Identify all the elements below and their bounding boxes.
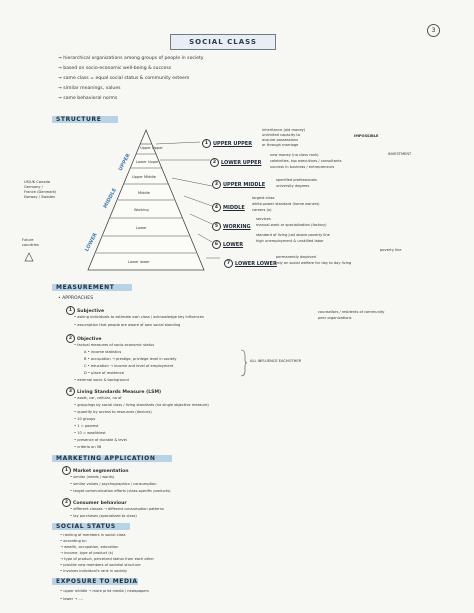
structure-heading: STRUCTURE [56, 116, 102, 123]
market-segmentation-line-2: • similar values / psychographics / consumption [70, 482, 157, 486]
future-note-2: countries [22, 243, 39, 247]
approaches-label: • APPROACHES [58, 296, 94, 301]
country-note-2: Germany / [24, 185, 43, 189]
lsm-line-3: • quantify by access to resources (devices) [74, 410, 152, 414]
lsm-line-6: • 10 = wealthiest [74, 431, 106, 435]
level-3-note-1: specified professionals [276, 178, 317, 182]
subjective-line-2: • assumption that people are aware of own social standing [74, 323, 181, 327]
objective-line-6: • external socio & background [74, 378, 129, 382]
tier-label-lower: Lower [136, 226, 147, 230]
subjective-line-1: • asking individuals to estimate own class / acknowledge key influences [74, 315, 204, 319]
intro-line-1: → hierarchical organizations among groups of people in society [58, 56, 204, 61]
level-1-side: IMPOSSIBLE [354, 134, 379, 138]
objective-line-1: • factual measures of socio-economic status [74, 343, 155, 347]
intro-line-3: → same class = equal social status & community esteem [58, 76, 190, 81]
lsm-line-8: • criteria on 58 [74, 445, 102, 449]
intro-line-4: → similar meanings, values [58, 86, 121, 91]
exposure-line-2: • lower → .... [60, 597, 83, 601]
exposure-heading: EXPOSURE TO MEDIA [56, 578, 138, 585]
tier-label-upper-upper: Upper Upper [140, 146, 163, 150]
tier-label-lower-lower: Lower lower [128, 260, 150, 264]
market-segmentation-line-3: • target communication efforts (class-specific products) [70, 489, 171, 493]
objective-bracket-note: ALL INFLUENCE EACHOTHER [250, 359, 302, 363]
level-2-note-3: success in business / entrepreneurs [270, 165, 335, 169]
consumer-behaviour-label: 2 Consumer behaviour [62, 498, 127, 507]
objective-line-4: C • education → income and level of employment [84, 364, 174, 368]
page-title: SOCIAL CLASS [170, 34, 276, 50]
level-3-label: 3 UPPER MIDDLE [212, 180, 265, 189]
level-4-label: 4 MIDDLE [212, 203, 245, 212]
objective-line-3: B • occupation → prestige, privilege level in society [84, 357, 177, 361]
objective-bracket [240, 349, 248, 377]
level-5-note-1: services [256, 217, 271, 221]
level-1-note-4: or through marriage [262, 143, 299, 147]
level-7-note-1: poverty line [380, 248, 402, 252]
marketing-heading: MARKETING APPLICATION [56, 455, 156, 462]
country-note-4: Norway / Sweden [24, 195, 56, 199]
level-4-note-2: white-power standard (home owners) [252, 202, 320, 206]
triangle-doodle-icon [24, 252, 34, 262]
tier-label-lower-upper: Lower Upper [136, 160, 159, 164]
side-label-upper: UPPER [117, 152, 132, 173]
future-note-1: Future [22, 238, 34, 242]
intro-line-2: → based on socio-economic well-being & success [58, 66, 172, 71]
level-2-side: INVESTMENT [388, 152, 412, 156]
social-status-line-7: • involves individual's rank in society [60, 569, 128, 573]
lsm-line-7: • presence of durable & level [74, 438, 127, 442]
measurement-heading: MEASUREMENT [56, 284, 115, 291]
lsm-line-4: • 10 groups [74, 417, 96, 421]
level-4-note-1: largest class [252, 196, 275, 200]
social-status-line-4: → income, type of product (s) [60, 551, 114, 555]
social-status-line-6: • provide new members of societal structure [60, 563, 141, 567]
subjective-side-1: counsellors / residents of community [318, 310, 385, 314]
social-status-heading: SOCIAL STATUS [56, 523, 116, 530]
social-status-line-1: • ranking of members in social class [60, 533, 126, 537]
lsm-line-1: • asset, car, cellular, no of [74, 396, 122, 400]
country-note-3: France (Denmark) [24, 190, 57, 194]
consumer-behaviour-line-1: • different classes → different consumption patterns [70, 507, 164, 511]
tier-label-middle: Middle [138, 191, 150, 195]
level-5-label: 5 WORKING [212, 222, 251, 231]
level-4-note-3: careers (a) [252, 208, 272, 212]
level-3-note-2: university degrees [276, 184, 310, 188]
page-number: 3 [427, 24, 440, 37]
tier-label-working: Working [134, 208, 149, 212]
side-label-middle: MIDDLE [102, 187, 119, 210]
exposure-line-1: • upper middle → more print media / newspapers [60, 589, 149, 593]
social-status-line-2: • according to: [60, 539, 87, 543]
level-1-note-2: unlimited capacity to [262, 133, 301, 137]
level-7-note-2: permanently deprived [276, 255, 316, 259]
intro-line-5: → same behavioral norms [58, 96, 118, 101]
market-segmentation-label: 1 Market segmentation [62, 466, 129, 475]
level-1-label: 1 UPPER UPPER [202, 139, 252, 148]
objective-label: 2 Objective [66, 334, 102, 343]
tier-label-upper-middle: Upper Middle [132, 175, 156, 179]
level-2-note-1: new money (no class rank) [270, 153, 319, 157]
level-6-label: 6 LOWER [212, 240, 243, 249]
level-7-label: 7 LOWER LOWER [224, 259, 277, 268]
level-2-note-2: celebrities, top executives / consultants [270, 159, 342, 163]
country-note-1: US/UK Canada [24, 180, 50, 184]
level-1-note-1: inheritance (old money) [262, 128, 306, 132]
lsm-line-5: • 1 = poorest [74, 424, 99, 428]
consumer-behaviour-line-2: • lay purchases (specialized to class) [70, 514, 137, 518]
subjective-side-2: peer organizations [318, 316, 352, 320]
market-segmentation-line-1: • similar (needs / wants) [70, 475, 115, 479]
level-2-label: 2 LOWER UPPER [210, 158, 261, 167]
level-7-note-3: rely on social welfare for day to day living [276, 261, 352, 265]
level-1-note-3: acquire possessions [262, 138, 299, 142]
level-6-note-2: high unemployment & unskilled labor [256, 239, 324, 243]
subjective-label: 1 Subjective [66, 306, 104, 315]
social-status-line-5: → type of product, perceived status from each other [60, 557, 154, 561]
lsm-label: 3 Living Standards Measure (LSM) [66, 387, 161, 396]
level-6-note-1: standard of living just above poverty line [256, 233, 330, 237]
side-label-lower: LOWER [84, 232, 99, 253]
objective-line-5: D • place of residence [84, 371, 125, 375]
social-status-line-3: → wealth, occupation, education [60, 545, 119, 549]
level-5-note-2: manual-work or specialization (factory) [256, 223, 327, 227]
objective-line-2: A • income statistics [84, 350, 122, 354]
lsm-line-2: • groupings by social class / living standards (no single objective measure) [74, 403, 209, 407]
